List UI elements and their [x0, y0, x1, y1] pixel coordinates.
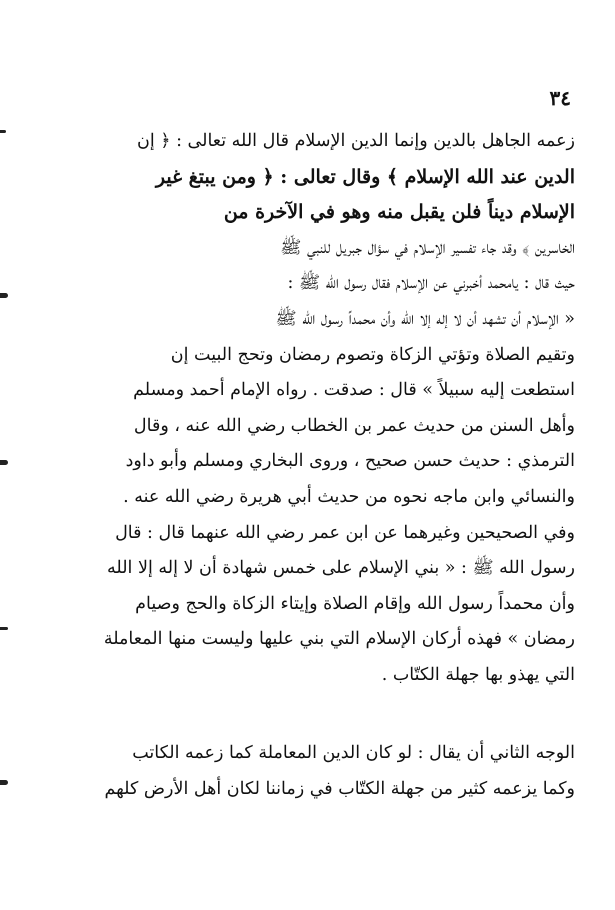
text-line: الإسلام ديناً فلن يقبل منه وهو في الآخرة من — [223, 201, 575, 224]
text-line: والنسائي وابن ماجه نحوه من حديث أبي هريرة رضي الله عنه . — [123, 486, 575, 507]
paragraph-main — [53, 124, 575, 694]
text-line: وكما يزعمه كثير من جهلة الكتّاب في زماننا لكان أهل الأرض كلهم — [104, 778, 575, 799]
text-line: زعمه الجاهل بالدين وإنما الدين الإسلام قال الله تعالى : ﴿ إن — [137, 131, 575, 151]
text-line: رسول الله ﷺ : « بني الإسلام على خمس شهادة أن لا إله إلا الله — [107, 558, 575, 579]
text-line: الدين عند الله الإسلام ﴾ وقال تعالى : ﴿ ومن يبتغ غير — [155, 165, 575, 188]
text-line: حيث قال : يامحمد أخبرني عن الإسلام فقال رسول الله ﷺ : — [287, 273, 575, 294]
text-line: الخاسرين ﴾ وقد جاء تفسير الإسلام في سؤال جبريل للنبي ﷺ — [280, 237, 575, 258]
text-line: وأهل السنن من حديث عمر بن الخطاب رضي الله عنه ، وقال — [133, 415, 575, 436]
text-line: رمضان » فهذه أركان الإسلام التي بني عليها وليست منها المعاملة — [103, 629, 575, 650]
paragraph-second — [53, 736, 575, 807]
text-line: الوجه الثاني أن يقال : لو كان الدين المعاملة كما زعمه الكاتب — [132, 743, 575, 763]
text-line: استطعت إليه سبيلاً » قال : صدقت . رواه الإمام أحمد ومسلم — [133, 380, 575, 401]
text-line: وأن محمداً رسول الله وإقام الصلاة وإيتاء الزكاة والحج وصيام — [135, 593, 575, 614]
text-line: وتقيم الصلاة وتؤتي الزكاة وتصوم رمضان وتحج البيت إن — [170, 344, 575, 365]
text-line: « الإسلام أن تشهد أن لا إله إلا الله وأن محمداً رسول الله ﷺ — [275, 308, 575, 329]
scan-margin-mark — [0, 293, 8, 298]
page-number: ٣٤ — [549, 86, 571, 110]
text-line: الترمذي : حديث حسن صحيح ، وروى البخاري ومسلم وأبو داود — [125, 451, 575, 472]
scan-margin-mark — [0, 460, 8, 465]
scan-margin-mark — [0, 780, 8, 785]
text-line: وفي الصحيحين وغيرهما عن ابن عمر رضي الله عنهما قال : قال — [115, 522, 575, 543]
scan-margin-mark — [0, 627, 8, 630]
scan-margin-mark — [0, 130, 6, 133]
text-line: التي يهذو بها جهلة الكتّاب . — [381, 664, 575, 685]
